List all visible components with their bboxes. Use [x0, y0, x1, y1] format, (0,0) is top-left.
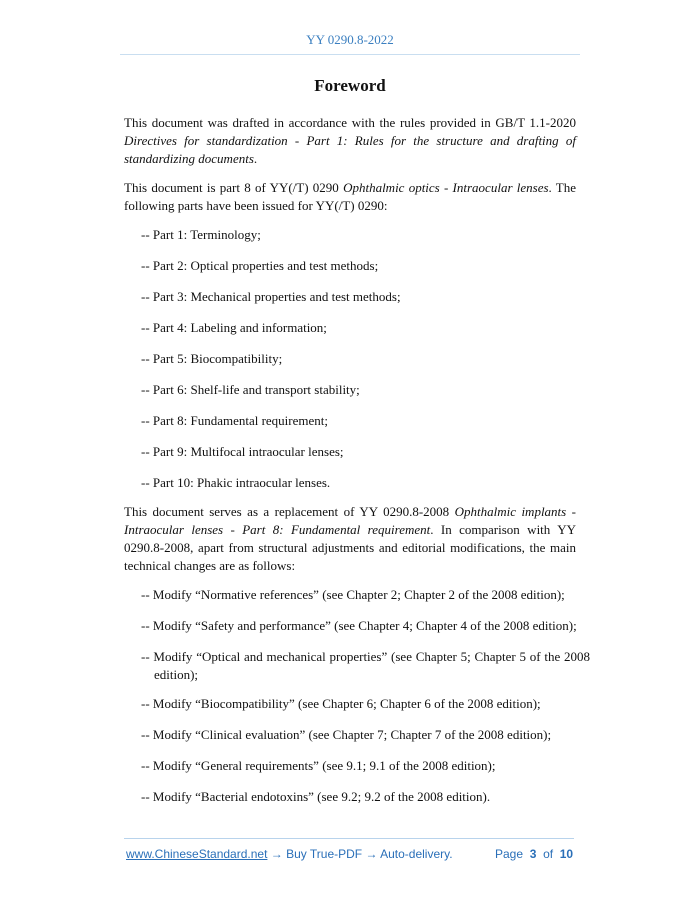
of-label: of	[543, 847, 554, 861]
text-italic: Ophthalmic optics - Intraocular lenses	[343, 180, 549, 195]
list-item: -- Part 1: Terminology;	[141, 227, 261, 242]
text-italic: Ophthalmic implants - Intraocular lenses - Part 8: Fundamental requirement	[124, 504, 576, 537]
page-title: Foreword	[314, 76, 386, 95]
paragraph-drafting	[124, 114, 576, 168]
list-item: -- Part 6: Shelf-life and transport stability;	[141, 382, 360, 397]
list-item: -- Part 10: Phakic intraocular lenses.	[141, 475, 331, 490]
text: . In comparison with YY 0290.8-2008, apart from structural adjustments and editorial modifications, the main technical changes are as follows:	[124, 522, 576, 573]
list-item: -- Modify “Bacterial endotoxins” (see 9.2; 9.2 of the 2008 edition).	[141, 789, 491, 804]
list-item: -- Modify “Safety and performance” (see Chapter 4; Chapter 4 of the 2008 edition);	[141, 618, 577, 633]
page-label: Page	[495, 847, 524, 861]
page-total: 10	[559, 847, 574, 861]
footer-divider	[124, 838, 574, 839]
list-item: -- Part 3: Mechanical properties and test methods;	[141, 289, 401, 304]
text: . The following parts have been issued for YY(/T) 0290:	[124, 180, 577, 213]
list-item: -- Part 2: Optical properties and test methods;	[141, 258, 379, 273]
list-item: -- Modify “Normative references” (see Chapter 2; Chapter 2 of the 2008 edition);	[141, 587, 565, 602]
list-item: -- Modify “Clinical evaluation” (see Chapter 7; Chapter 7 of the 2008 edition);	[141, 727, 552, 742]
list-item: -- Modify “Biocompatibility” (see Chapter 6; Chapter 6 of the 2008 edition);	[141, 696, 541, 711]
site-link[interactable]: www.ChineseStandard.net	[126, 847, 268, 861]
footer-promo	[126, 847, 453, 861]
page-number: 3	[529, 847, 537, 861]
paragraph-replacement	[124, 503, 576, 575]
paragraph-part	[124, 179, 576, 215]
header-divider	[120, 54, 580, 55]
list-item: -- Part 5: Biocompatibility;	[141, 351, 283, 366]
list-item: -- Part 8: Fundamental requirement;	[141, 413, 329, 428]
text: This document is part 8 of YY(/T) 0290	[124, 180, 344, 195]
page-indicator	[495, 847, 573, 861]
list-item: -- Modify “Optical and mechanical properties” (see Chapter 5; Chapter 5 of the 2008 edition);	[141, 649, 590, 682]
list-item: -- Part 9: Multifocal intraocular lenses;	[141, 444, 344, 459]
list-item: -- Modify “General requirements” (see 9.1; 9.1 of the 2008 edition);	[141, 758, 496, 773]
text-italic: Directives for standardization - Part 1: Rules for the structure and drafting of standardizing documents	[124, 133, 576, 166]
list-item: -- Part 4: Labeling and information;	[141, 320, 327, 335]
promo-text: → Buy True-PDF → Auto-delivery.	[267, 847, 453, 861]
text: .	[253, 151, 258, 166]
text: This document serves as a replacement of YY 0290.8-2008	[124, 504, 455, 519]
header-doc-id: YY 0290.8-2022	[306, 32, 394, 47]
text: This document was drafted in accordance with the rules provided in GB/T 1.1-2020	[124, 115, 576, 130]
